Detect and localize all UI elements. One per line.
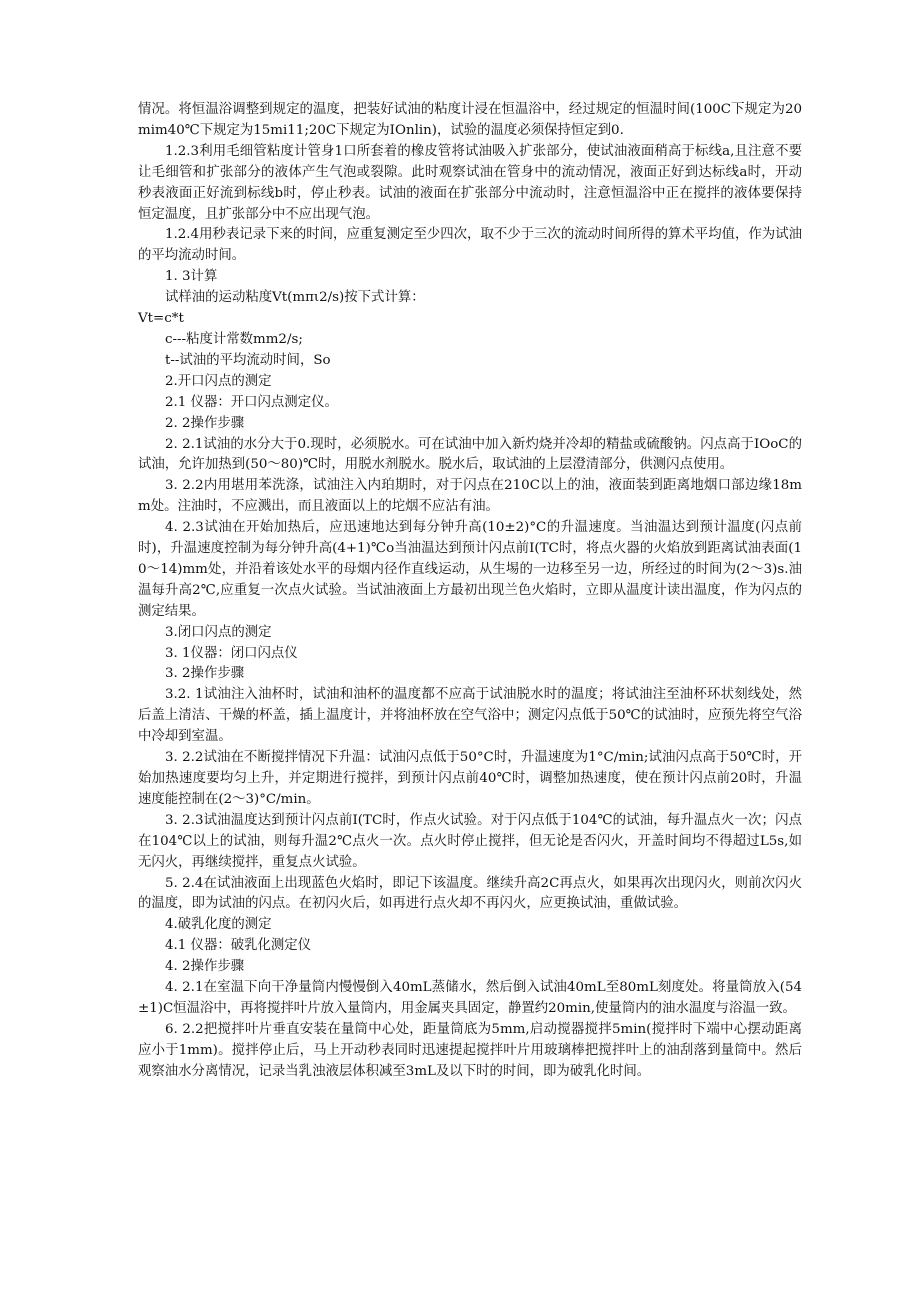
- heading-4-2: 4. 2操作步骤: [165, 959, 245, 975]
- paragraph-1-2-4: 1.2.4用秒表记录下来的时间，应重复测定至少四次，取不少于三次的流动时间所得的算术平均值，作为试油的平均流动时间。: [138, 227, 802, 264]
- heading-1-3: 1. 3计算: [165, 269, 218, 285]
- paragraph-4-2-3-open: 4. 2.3试油在开始加热后，应迅速地达到每分钟升高(10±2)°C的升温速度。当油温达到预计温度(闪点前时)，升温速度控制为每分钟升高(4+1)℃o当油温达到预计闪点前I(TC时，将点火器的火焰放到距离试油表面(10～14)mm处，并沿着该处水平的母烟内径作直线运动，从生埸的一边移至另一边，所经过的时间为(2～3)s.油温每升高2℃,应重复一次点火试验。当试油液面上方最初出现兰色火焰时，立即从温度计读出温度，作为闪点的测定结果。: [138, 520, 802, 619]
- paragraph-3-2-3: 3. 2.3试油温度达到预计闪点前I(TC时，作点火试验。对于闪点低于104℃的试油，每升温点火一次；闪点在104℃以上的试油，则每升温2℃点火一次。点火时停止搅拌，但无论是否闪火，开盖时间均不得超过L5s,如无闪火，再继续搅拌，重复点火试验。: [138, 812, 802, 870]
- paragraph-4-2-1: 4. 2.1在室温下向干净量筒内慢慢倒入40mL蒸储水，然后倒入试油40mL至80mL刻度处。将量筒放入(54±1)C恒温浴中，再将搅拌叶片放入量筒内，用金属夹具固定，静置约20min,使量筒内的油水温度与浴温一致。: [138, 980, 802, 1016]
- paragraph-1-2-3: 1.2.3利用毛细管粘度计管身1口所套着的橡皮管将试油吸入扩张部分，使试油液面稍高于标线a,且注意不要让毛细管和扩张部分的液体产生气泡或裂隙。此时观察试油在管身中的流动情况，液面正好到达标线a时，开动秒表液面正好流到标线b时，停止秒表。试油的液面在扩张部分中流动时，注意恒温浴中正在搅拌的液体要保持恒定温度，且扩张部分中不应出现气泡。: [138, 143, 802, 222]
- heading-4-1: 4.1 仪器：破乳化测定仪: [165, 938, 312, 954]
- heading-4: 4.破乳化度的测定: [165, 917, 272, 933]
- heading-2-1: 2.1 仪器：开口闪点测定仪。: [165, 394, 338, 410]
- heading-2: 2.开口闪点的测定: [165, 373, 272, 389]
- document-body: [138, 100, 802, 1083]
- heading-3: 3.闭口闪点的测定: [165, 624, 272, 640]
- paragraph-6-2-2: 6. 2.2把搅拌叶片垂直安装在量筒中心处，距量筒底为5mm,启动搅器搅拌5min(搅拌时下端中心摆动距离应小于1mm)。搅拌停止后，马上开动秒表同时迅速提起搅拌叶片用玻璃棒把搅拌叶上的油刮落到量筒中。然后观察油水分离情况，记录当乳浊液层体积减至3mL及以下时的时间，即为破乳化时间。: [138, 1021, 802, 1079]
- paragraph-2-2-1: 2. 2.1试油的水分大于0.现时，必须脱水。可在试油中加入新灼烧并冷却的精盐或硫酸钠。闪点高于IOoC的试油，允许加热到(50～80)℃时，用脱水剂脱水。脱水后，取试油的上层澄清部分，供测闪点使用。: [138, 436, 802, 473]
- formula-def-c: c---粘度计常数mm2/s;: [165, 331, 303, 347]
- paragraph-3-2-2: 3. 2.2试油在不断搅拌情况下升温：试油闪点低于50°C时，升温速度为1°C/min;试油闪点高于50℃时，开始加热速度要均匀上升，并定期进行搅拌，到预计闪点前40℃时，调整加热速度，使在预计闪点前20时，升温速度能控制在(2～3)°C/min。: [138, 750, 802, 807]
- heading-3-2: 3. 2操作步骤: [165, 666, 245, 682]
- paragraph-5-2-4: 5. 2.4在试油液面上出现蓝色火焰时，即记下该温度。继续升高2C再点火，如果再次出现闪火，则前次闪火的温度，即为试油的闪点。在初闪火后，如再进行点火却不再闪火，应更换试油，重做试验。: [138, 875, 802, 912]
- paragraph-intro: 情况。将恒温浴调整到规定的温度，把装好试油的粘度计浸在恒温浴中，经过规定的恒温时间(100C下规定为20mim40℃下规定为15mi11;20C下规定为IOnlin)，试验的温度必须保持恒定到0.: [138, 102, 802, 138]
- formula-def-t: t--试油的平均流动时间，So: [165, 352, 331, 368]
- heading-2-2: 2. 2操作步骤: [165, 415, 245, 431]
- formula-viscosity: Vt=c*t: [138, 311, 184, 327]
- heading-3-1: 3. 1仪器：闭口闪点仪: [165, 645, 298, 661]
- paragraph-3-2-2-open: 3. 2.2内用堪用苯洗涤，试油注入内珀期时，对于闪点在210C以上的油，液面装到距离地烟口部边缘18mm处。注油时，不应溅出，而且液面以上的坨烟不应沾有油。: [138, 478, 802, 515]
- paragraph-3-2-1: 3.2. 1试油注入油杯时，试油和油杯的温度都不应高于试油脱水时的温度；将试油注至油杯环状刻线处，然后盖上清洁、干燥的杯盖，插上温度计，并将油杯放在空气浴中；测定闪点低于50℃的试油时，应预先将空气浴中冷却到室温。: [138, 687, 802, 745]
- paragraph-viscosity-formula-intro: 试样油的运动粘度Vt(mπι2/s)按下式计算：: [165, 290, 425, 306]
